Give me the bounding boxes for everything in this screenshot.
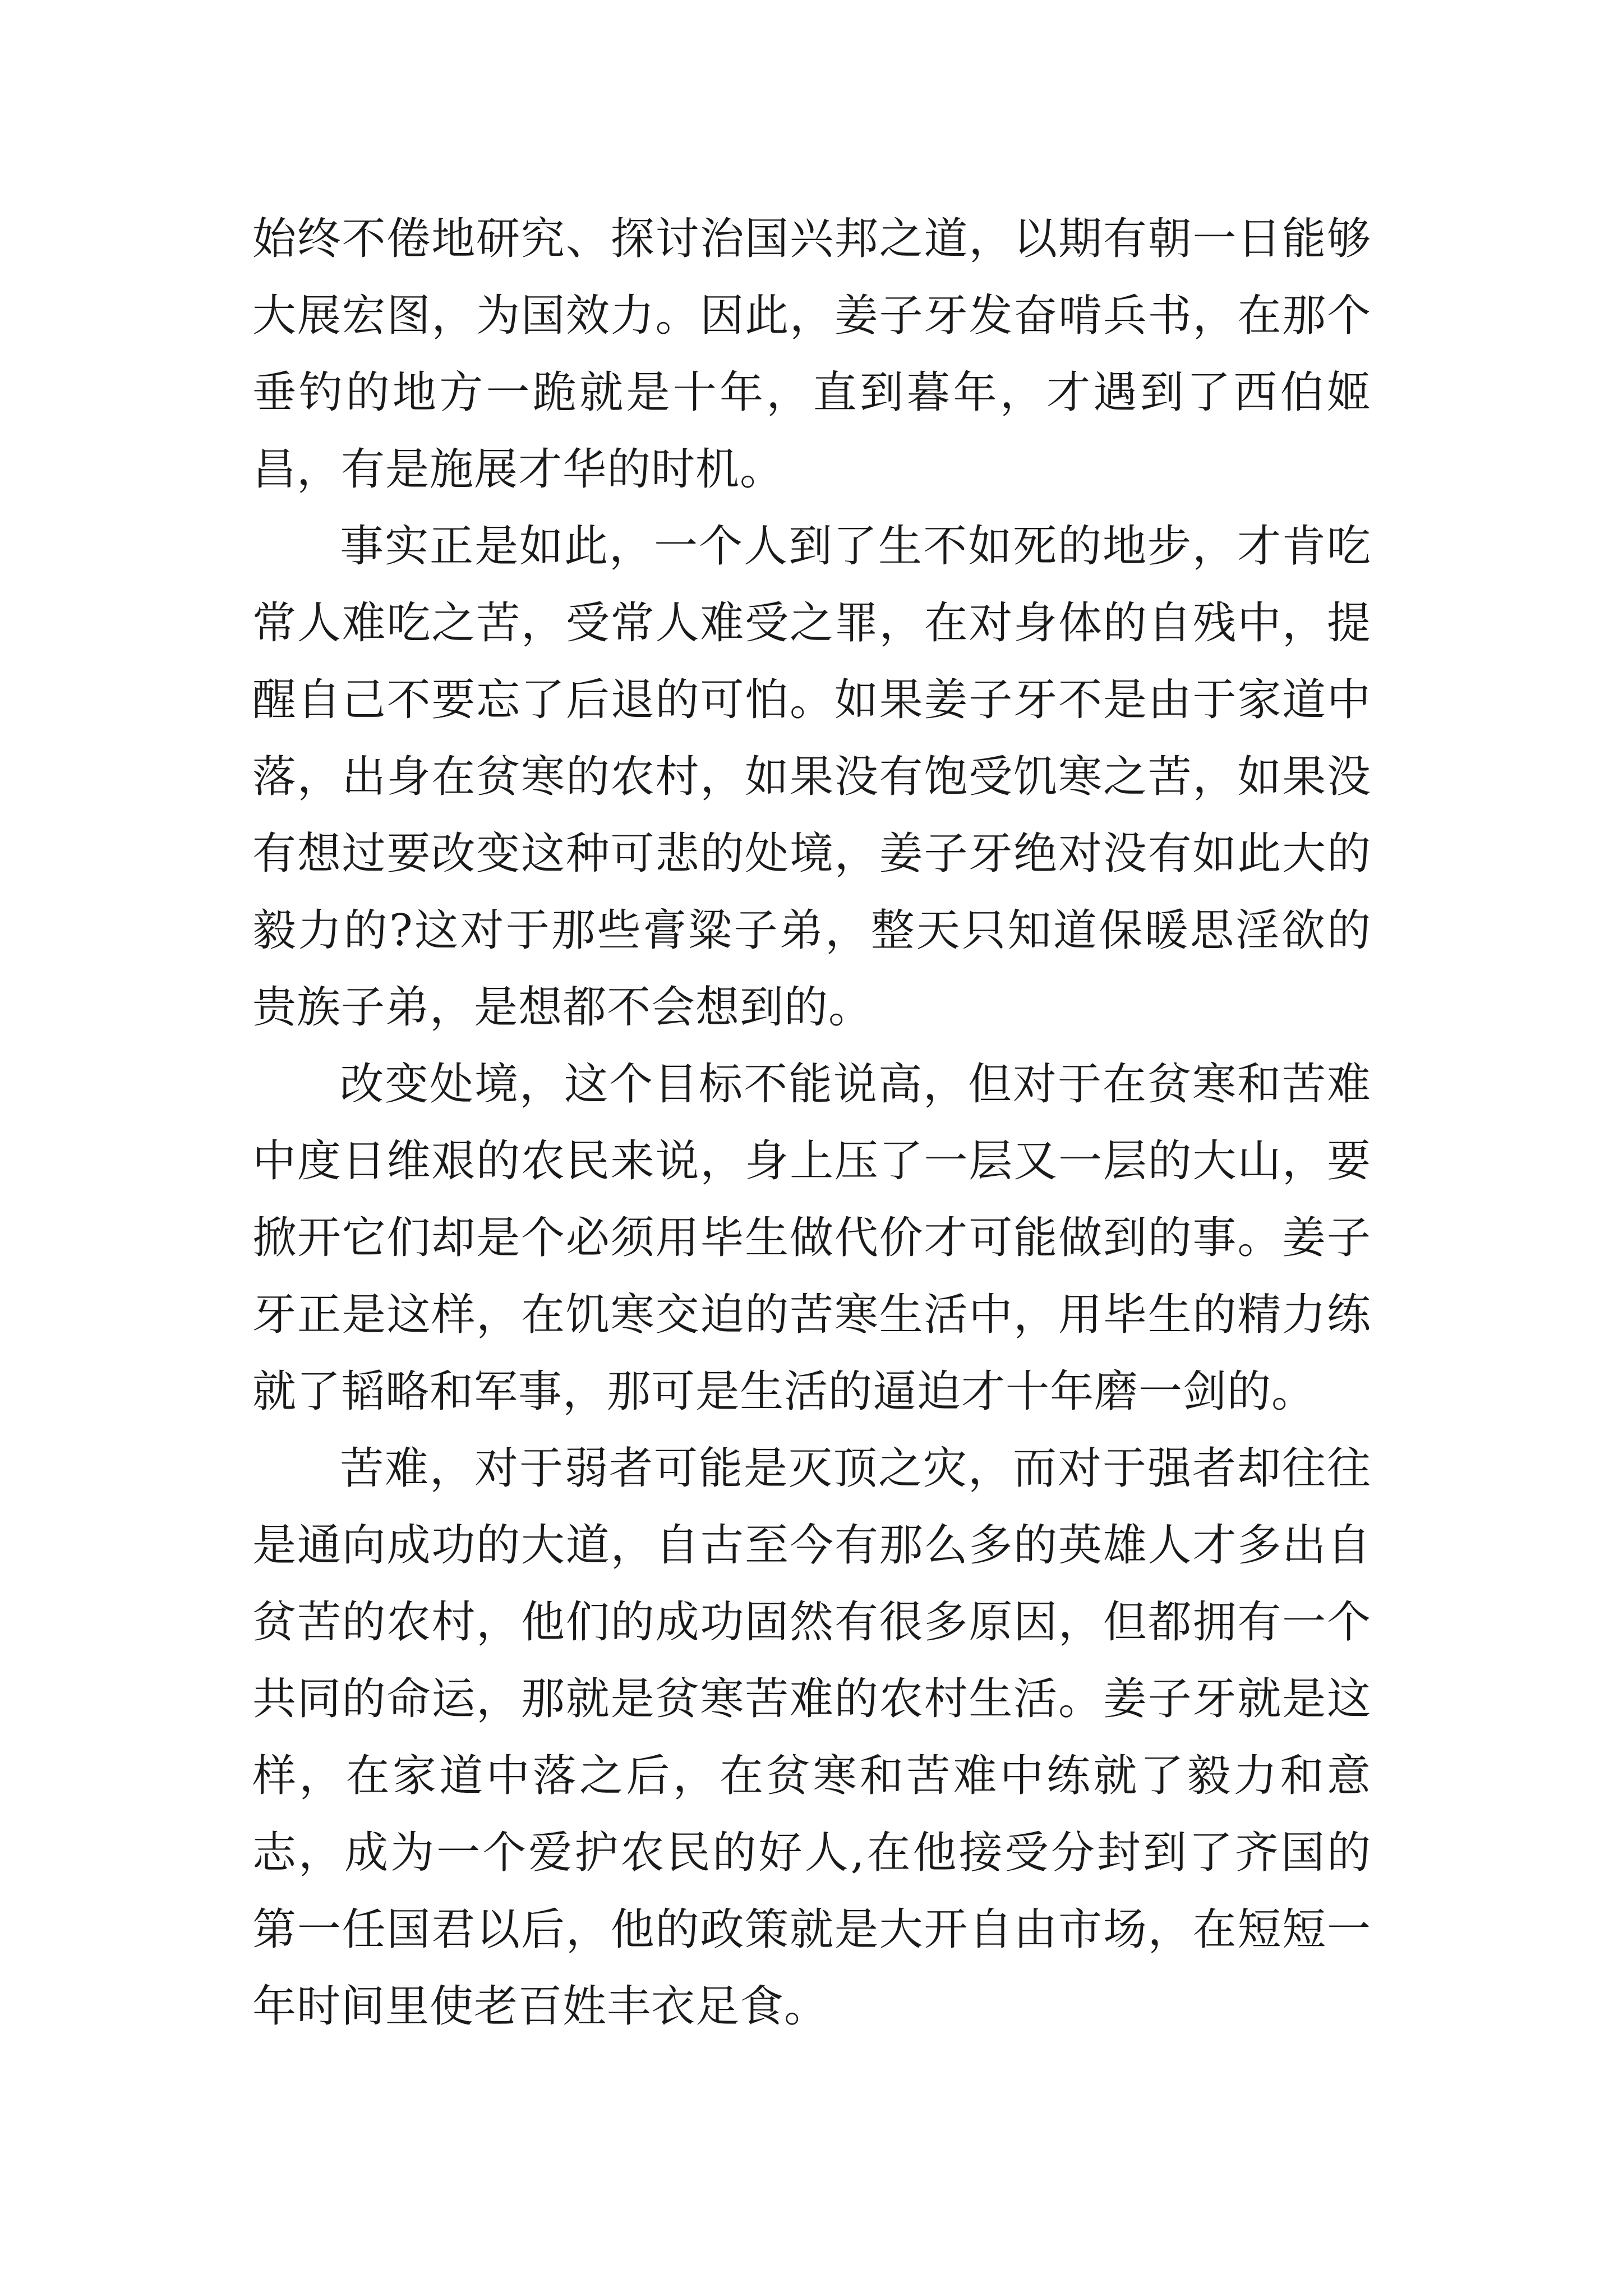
paragraph-4: 苦难，对于弱者可能是灭顶之灾，而对于强者却往往是通向成功的大道，自古至今有那么多的英雄人才多出自贫苦的农村，他们的成功固然有很多原因，但都拥有一个共同的命运，那就是贫寒苦难的农村生活。姜子牙就是这样，在家道中落之后，在贫寒和苦难中练就了毅力和意志，成为一个爱护农民的好人,在他接受分封到了齐国的第一任国君以后，他的政策就是大开自由市场，在短短一年时间里使老百姓丰衣足食。 <box>252 1443 1371 2032</box>
body-text <box>252 201 1371 2045</box>
paragraph-2: 事实正是如此，一个人到了生不如死的地步，才肯吃常人难吃之苦，受常人难受之罪，在对身体的自残中，提醒自己不要忘了后退的可怕。如果姜子牙不是由于家道中落，出身在贫寒的农村，如果没有饱受饥寒之苦，如果没有想过要改变这种可悲的处境，姜子牙绝对没有如此大的毅力的?这对于那些膏粱子弟，整天只知道保暖思淫欲的贵族子弟，是想都不会想到的。 <box>252 521 1371 1033</box>
paragraph-3: 改变处境，这个目标不能说高，但对于在贫寒和苦难中度日维艰的农民来说，身上压了一层又一层的大山，要掀开它们却是个必须用毕生做代价才可能做到的事。姜子牙正是这样，在饥寒交迫的苦寒生活中，用毕生的精力练就了韬略和军事，那可是生活的逼迫才十年磨一剑的。 <box>252 1059 1371 1417</box>
paragraph-1: 始终不倦地研究、探讨治国兴邦之道，以期有朝一日能够大展宏图，为国效力。因此，姜子牙发奋啃兵书，在那个垂钓的地方一跪就是十年，直到暮年，才遇到了西伯姬昌，有是施展才华的时机。 <box>252 214 1371 495</box>
